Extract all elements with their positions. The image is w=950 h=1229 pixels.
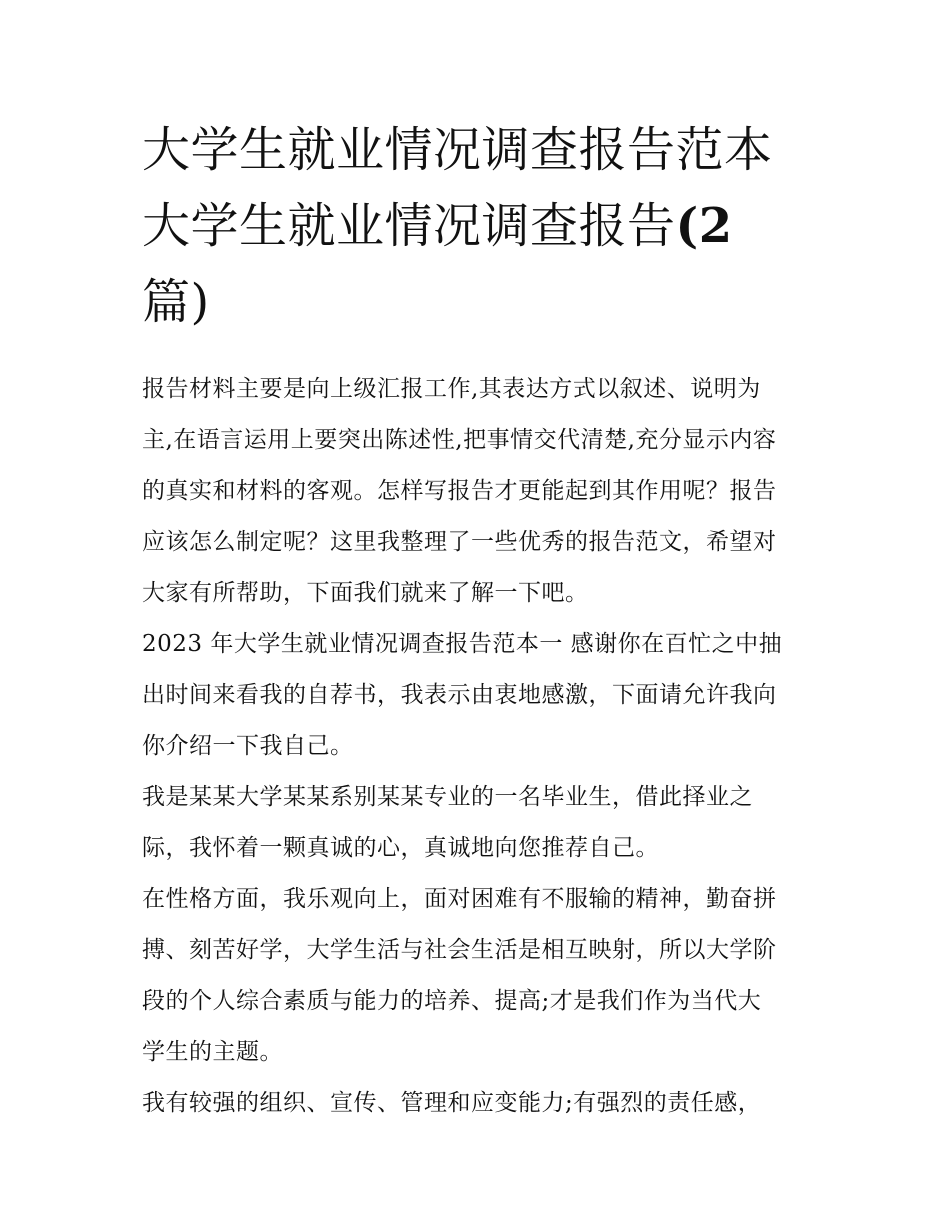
text-line: 搏、刻苦好学，大学生活与社会生活是相互映射，所以大学阶 xyxy=(142,937,777,963)
text-line: 大家有所帮助，下面我们就来了解一下吧。 xyxy=(142,580,589,606)
text-line: 的真实和材料的客观。怎样写报告才更能起到其作用呢？报告 xyxy=(142,478,777,504)
document-title xyxy=(142,112,822,340)
title-line-text: 大学生就业情况调查报告 xyxy=(142,198,676,254)
document-body xyxy=(142,364,822,1129)
title-line: 大学生就业情况调查报告范本 xyxy=(142,122,773,178)
text-line: 主,在语言运用上要突出陈述性,把事情交代清楚,充分显示内容 xyxy=(142,427,777,453)
text-line: 我有较强的组织、宣传、管理和应变能力;有强烈的责任感， xyxy=(142,1090,762,1116)
text-line: 际，我怀着一颗真诚的心，真诚地向您推荐自己。 xyxy=(142,835,659,861)
paragraph-intro xyxy=(142,364,822,619)
paragraph-self-intro xyxy=(142,772,822,874)
text-line: 学生的主题。 xyxy=(142,1039,283,1065)
text-line: 我是某某大学某某系别某某专业的一名毕业生，借此择业之 xyxy=(142,784,753,810)
title-line xyxy=(142,188,822,264)
paragraph-thanks xyxy=(142,619,822,772)
title-line: 篇) xyxy=(142,274,210,330)
title-line-number: (2 xyxy=(675,198,733,254)
text-line: 段的个人综合素质与能力的培养、提高;才是我们作为当代大 xyxy=(142,988,762,1014)
text-line: 报告材料主要是向上级汇报工作,其表达方式以叙述、说明为 xyxy=(142,376,761,402)
text-line: 在性格方面，我乐观向上，面对困难有不服输的精神，勤奋拼 xyxy=(142,886,777,912)
paragraph-abilities xyxy=(142,1078,822,1129)
text-line: 出时间来看我的自荐书，我表示由衷地感激，下面请允许我向 xyxy=(142,682,777,708)
text-line: 2023 年大学生就业情况调查报告范本一 感谢你在百忙之中抽 xyxy=(142,631,783,657)
document-page xyxy=(142,112,822,1129)
text-line: 你介绍一下我自己。 xyxy=(142,733,354,759)
text-line: 应该怎么制定呢？这里我整理了一些优秀的报告范文，希望对 xyxy=(142,529,777,555)
paragraph-personality xyxy=(142,874,822,1078)
